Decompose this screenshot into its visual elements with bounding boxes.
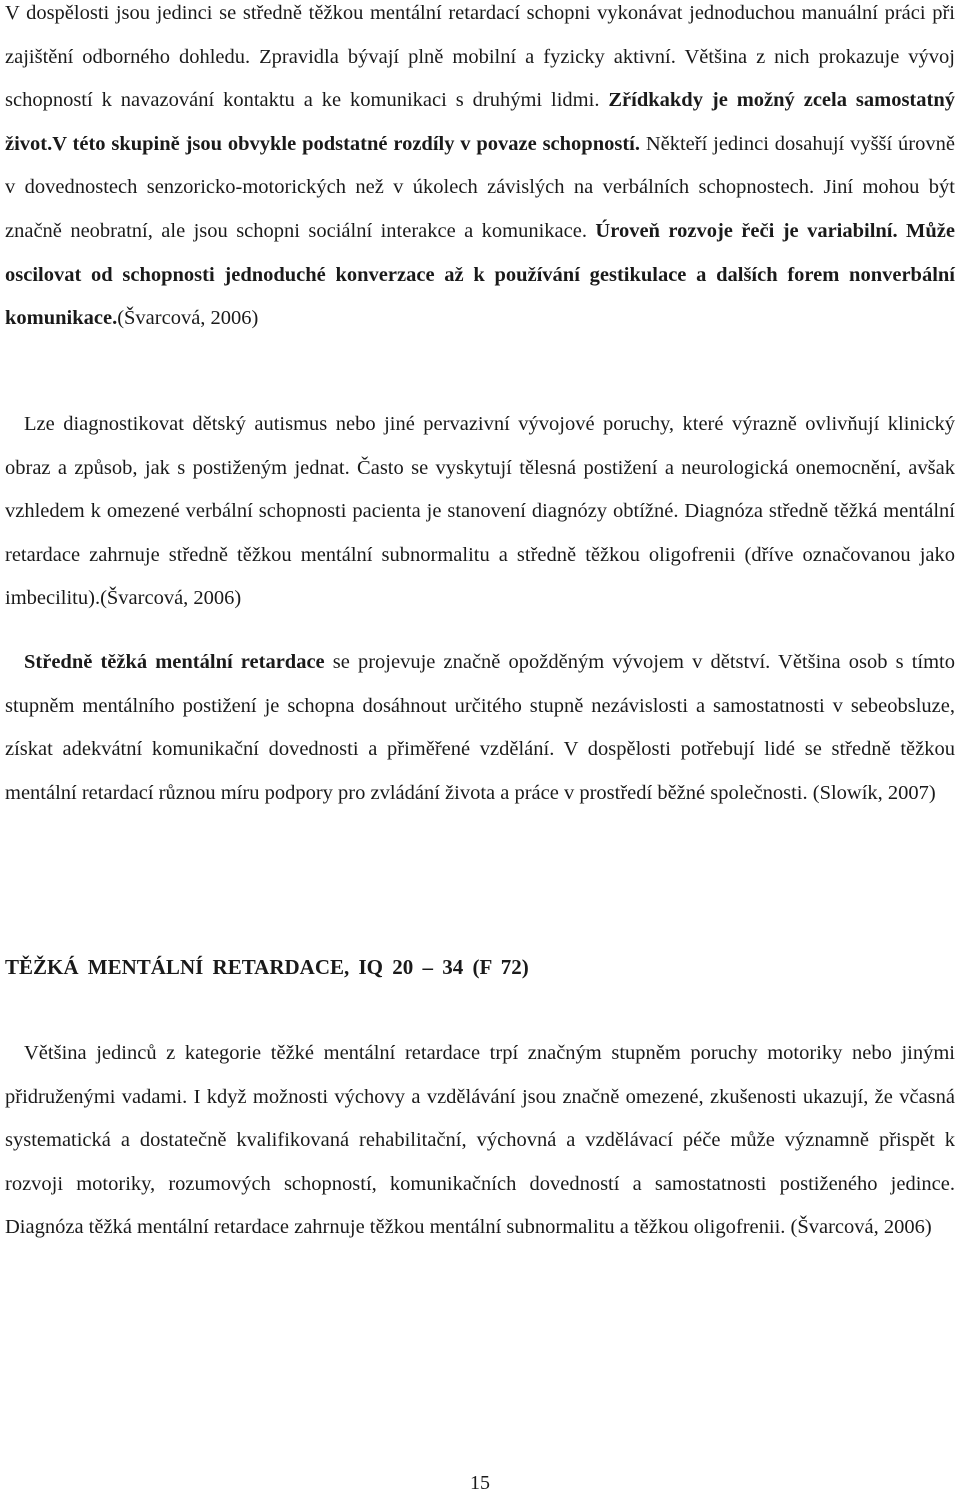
paragraph-bold-text: Středně těžká mentální retardace [24,651,325,673]
paragraph-diagnosis [5,403,955,621]
paragraph-adult-abilities [5,0,955,341]
paragraph-severe-retardation [5,1032,955,1250]
page-number: 15 [470,1472,490,1494]
paragraph-bold-text: Úroveň rozvoje řeči je variabilní. Může oscilovat od schopnosti jednoduché konverzace až k používání gestikulace a dalších forem nonverbální komunikace. [5,219,955,330]
paragraph-text: Většina jedinců z kategorie těžké mentální retardace trpí značným stupněm poruchy motoriky nebo jinými přidruženými vadami. I když možnosti výchovy a vzdělávání jsou značně omezené, zkušenosti ukazují, že včasná systematická a dostatečně kvalifikovaná rehabilitační, výchovná a vzdělávací péče může významně přispět k rozvoji motoriky, rozumových schopností, komunikačních dovedností a samostatnosti postiženého jedince. Diagnóza těžká mentální retardace zahrnuje těžkou mentální subnormalitu a těžkou oligofrenii. (Švarcová, 2006) [5,1042,955,1239]
section-heading: TĚŽKÁ MENTÁLNÍ RETARDACE, IQ 20 – 34 (F 72) [5,955,529,979]
paragraph-text: V dospělosti jsou jedinci se středně těžkou mentální retardací schopni vykonávat jednoduchou manuální práci při zajištění odborného dohledu. Zpravidla bývají plně mobilní a fyzicky aktivní. Většina z nich prokazuje vývoj schopností k navazování kontaktu a ke komunikaci s druhými lidmi. [5,2,955,112]
paragraph-text: se projevuje značně opožděným vývojem v dětství. Většina osob s tímto stupněm mentálního postižení je schopna dosáhnout určitého stupně nezávislosti a samostatnosti v sebeobsluze, získat adekvátní komunikační dovednosti a přiměřené vzdělání. V dospělosti potřebují lidé se středně těžkou mentální retardací různou míru podpory pro zvládání života a práce v prostředí běžné společnosti. (Slowík, 2007) [5,651,955,804]
paragraph-text: Lze diagnostikovat dětský autismus nebo jiné pervazivní vývojové poruchy, které výrazně ovlivňují klinický obraz a způsob, jak s postiženým jednat. Často se vyskytují tělesná postižení a neurologická onemocnění, avšak vzhledem k omezené verbální schopnosti pacienta je stanovení diagnózy obtížné. Diagnóza středně těžká mentální retardace zahrnuje středně těžkou mentální subnormalitu a středně těžkou oligofrenii (dříve označovanou jako imbecilitu).(Švarcová, 2006) [5,413,955,610]
paragraph-moderate-retardation [5,641,955,815]
paragraph-text: Někteří jedinci dosahují vyšší úrovně v dovednostech senzoricko-motorických než v úkolech závislých na verbálních schopnostech. Jiní mohou být značně neobratní, ale jsou schopni sociální interakce a komunikace. [5,132,955,242]
citation: (Švarcová, 2006) [117,307,259,330]
paragraph-bold-text: Zřídkakdy je možný zcela samostatný život.V této skupině jsou obvykle podstatné rozdíly v povaze schopností. [5,89,955,155]
